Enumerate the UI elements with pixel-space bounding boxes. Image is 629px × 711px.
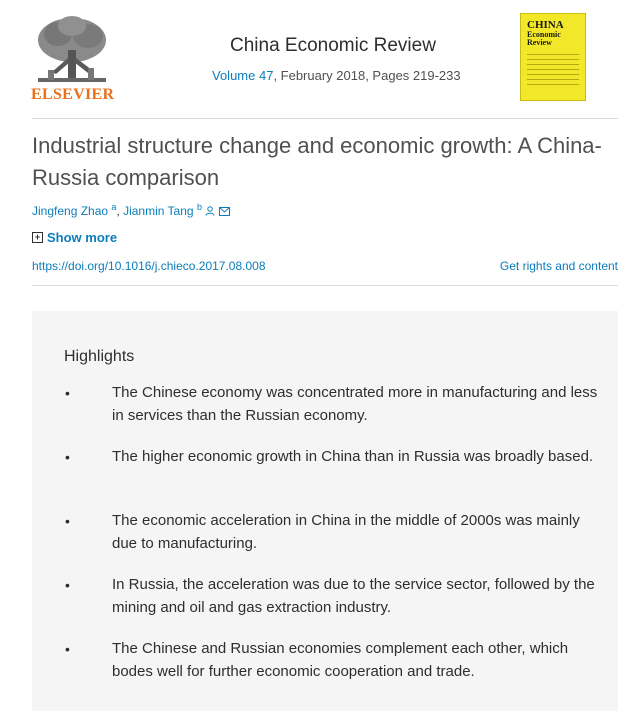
journal-title-link[interactable]: China Economic Review [230, 35, 436, 56]
bullet: • [65, 641, 70, 657]
bullet: • [65, 577, 70, 593]
list-item [32, 509, 618, 573]
meta-divider [32, 285, 618, 286]
list-item [32, 637, 618, 701]
article-title: Industrial structure change and economic growth: A China-Russia comparison [32, 133, 602, 190]
cover-title: CHINA [527, 19, 564, 31]
journal-cover[interactable] [520, 13, 586, 101]
article-header [0, 0, 629, 118]
get-rights-link[interactable]: Get rights and content [499, 259, 618, 273]
author-affiliation: a [111, 202, 117, 212]
issue-details: , February 2018, Pages 219-233 [273, 68, 461, 83]
author-affiliation: b [196, 202, 202, 212]
highlights-list [32, 381, 618, 701]
elsevier-wordmark: ELSEVIER [31, 86, 115, 103]
doi-link[interactable]: https://doi.org/10.1016/j.chieco.2017.08.008 [32, 259, 266, 273]
volume-link[interactable]: Volume 47 [212, 68, 274, 83]
author-link[interactable]: Jianmin Tang [123, 204, 194, 218]
bullet: • [65, 513, 70, 529]
bullet: • [65, 449, 70, 465]
list-item [32, 573, 618, 637]
highlight-text: The higher economic growth in China than in Russia was broadly based. [112, 448, 594, 465]
show-more-button[interactable] [32, 230, 117, 245]
list-item [32, 445, 618, 509]
issue-info [212, 68, 461, 83]
highlight-text: The economic acceleration in China in the middle of 2000s was mainly due to manufacturing. [112, 512, 580, 552]
header-divider [32, 118, 618, 119]
author-separator: , [116, 204, 124, 218]
author-link[interactable]: Jingfeng Zhao [32, 204, 109, 218]
person-icon[interactable] [205, 206, 215, 216]
highlight-text: The Chinese and Russian economies complement each other, which bodes well for further economic cooperation and trade. [112, 640, 569, 680]
author-list [32, 202, 230, 218]
cover-text-lines [527, 54, 579, 89]
cover-subtitle: Economic Review [527, 30, 561, 47]
plus-box-icon: + [32, 232, 43, 243]
show-more-label: Show more [47, 230, 118, 245]
bullet: • [65, 385, 70, 401]
highlights-panel [32, 311, 618, 711]
envelope-icon[interactable] [219, 207, 230, 216]
highlight-text: The Chinese economy was concentrated more in manufacturing and less in services than the Russian economy. [112, 384, 598, 424]
list-item [32, 381, 618, 445]
highlight-text: In Russia, the acceleration was due to the service sector, followed by the mining and oil and gas extraction industry. [112, 576, 595, 616]
highlights-heading: Highlights [64, 348, 135, 365]
